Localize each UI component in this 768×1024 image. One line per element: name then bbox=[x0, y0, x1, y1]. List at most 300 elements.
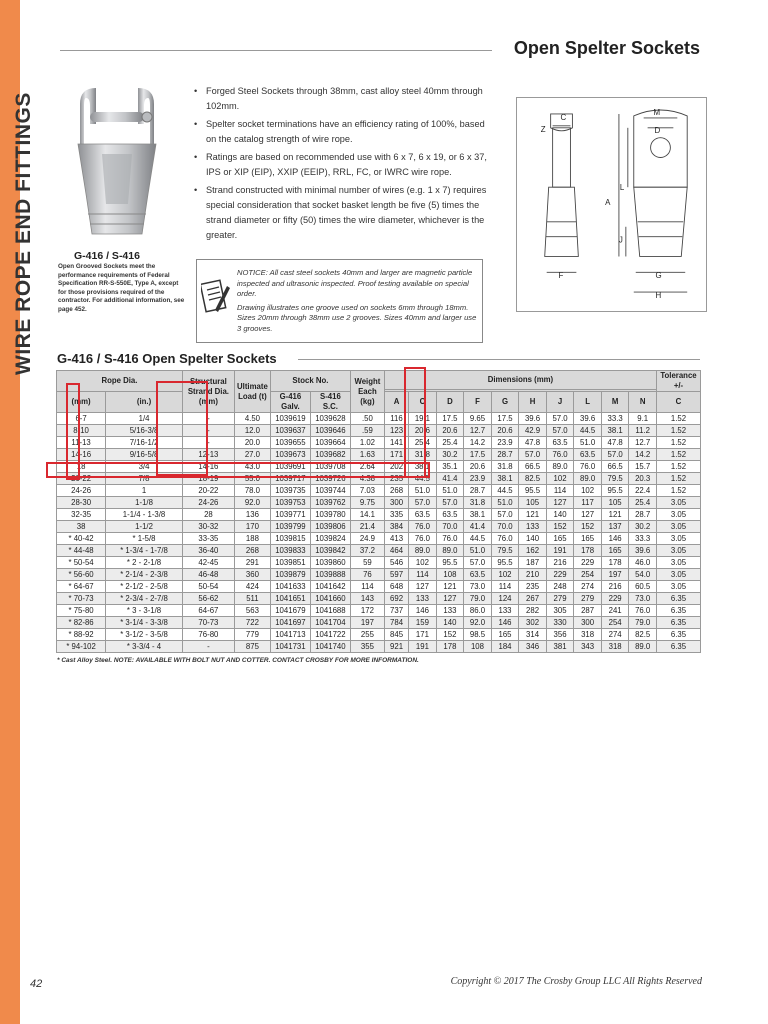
table-cell: 4.50 bbox=[234, 413, 270, 425]
table-cell: 14-16 bbox=[57, 449, 106, 461]
table-row bbox=[57, 533, 701, 545]
table-cell: 70-73 bbox=[182, 617, 234, 629]
table-cell: 57.0 bbox=[491, 509, 519, 521]
table-cell: 28 bbox=[182, 509, 234, 521]
table-cell: * 2-1/4 - 2-3/8 bbox=[106, 569, 183, 581]
table-cell: 20.6 bbox=[409, 425, 437, 437]
table-cell: 76.0 bbox=[409, 533, 437, 545]
table-cell: * 3-1/4 - 3-3/8 bbox=[106, 617, 183, 629]
table-cell: 30.2 bbox=[629, 521, 657, 533]
table-cell: 70.0 bbox=[436, 521, 464, 533]
table-cell: 1039664 bbox=[310, 437, 350, 449]
table-cell: 31.8 bbox=[464, 497, 492, 509]
table-cell: 76.0 bbox=[436, 533, 464, 545]
table-cell: 54.0 bbox=[629, 569, 657, 581]
table-cell: 1041731 bbox=[270, 641, 310, 653]
table-cell: 216 bbox=[601, 581, 629, 593]
table-cell: 121 bbox=[436, 581, 464, 593]
table-cell: 133 bbox=[436, 605, 464, 617]
table-cell: 19.1 bbox=[409, 413, 437, 425]
page-title: Open Spelter Sockets bbox=[513, 38, 700, 58]
table-cell: 76 bbox=[350, 569, 384, 581]
feature-item: • Ratings are based on recommended use with 6 x 7, 6 x 19, or 6 x 37, IPS or XIP (EIP), XXIP (EEIP), RRL, FC, or IWRC wire rope. bbox=[192, 150, 497, 180]
table-cell: 20-22 bbox=[57, 473, 106, 485]
table-cell: 191 bbox=[546, 545, 574, 557]
table-cell: 1039815 bbox=[270, 533, 310, 545]
table-cell: 1039708 bbox=[310, 461, 350, 473]
table-cell: 42-45 bbox=[182, 557, 234, 569]
table-cell: 6-7 bbox=[57, 413, 106, 425]
table-cell: 152 bbox=[436, 629, 464, 641]
table-cell: 1-1/8 bbox=[106, 497, 183, 509]
table-cell: 3.05 bbox=[657, 557, 701, 569]
header-dim-j: J bbox=[546, 392, 574, 413]
table-cell: 291 bbox=[234, 557, 270, 569]
table-cell: 314 bbox=[519, 629, 547, 641]
table-cell: 1039771 bbox=[270, 509, 310, 521]
table-cell: 41.4 bbox=[436, 473, 464, 485]
table-cell: 28.7 bbox=[629, 509, 657, 521]
table-cell: 114 bbox=[350, 581, 384, 593]
table-cell: 3.05 bbox=[657, 581, 701, 593]
table-cell: 1039682 bbox=[310, 449, 350, 461]
table-cell: 152 bbox=[574, 521, 602, 533]
table-footnote: * Cast Alloy Steel. NOTE: AVAILABLE WITH BOLT NUT AND COTTER. CONTACT CROSBY FOR MORE INFORMATION. bbox=[57, 657, 419, 664]
table-cell: 845 bbox=[384, 629, 408, 641]
table-cell: 1041688 bbox=[310, 605, 350, 617]
table-cell: 1039619 bbox=[270, 413, 310, 425]
table-cell: * 1-5/8 bbox=[106, 533, 183, 545]
table-cell: 95.5 bbox=[491, 557, 519, 569]
table-cell: 12-13 bbox=[182, 449, 234, 461]
table-cell: 1039673 bbox=[270, 449, 310, 461]
table-cell: 66.5 bbox=[519, 461, 547, 473]
table-cell: 31.8 bbox=[409, 449, 437, 461]
table-cell: 1041651 bbox=[270, 593, 310, 605]
table-cell: 121 bbox=[519, 509, 547, 521]
table-cell: * 3-3/4 - 4 bbox=[106, 641, 183, 653]
table-cell: 86.0 bbox=[464, 605, 492, 617]
table-row bbox=[57, 641, 701, 653]
table-cell: 1039628 bbox=[310, 413, 350, 425]
label-m: M bbox=[653, 107, 661, 117]
header-mm: (mm) bbox=[57, 392, 106, 413]
table-cell: 76.0 bbox=[546, 449, 574, 461]
table-cell: 35.1 bbox=[436, 461, 464, 473]
table-cell: 274 bbox=[574, 581, 602, 593]
table-cell: 5/16-3/8 bbox=[106, 425, 183, 437]
table-cell: * 40-42 bbox=[57, 533, 106, 545]
table-cell: 42.9 bbox=[519, 425, 547, 437]
table-cell: 464 bbox=[384, 545, 408, 557]
table-cell: 17.5 bbox=[436, 413, 464, 425]
header-structural-strand: Structural Strand Dia. (mm) bbox=[182, 371, 234, 413]
table-cell: 1039842 bbox=[310, 545, 350, 557]
table-cell: 102 bbox=[409, 557, 437, 569]
table-row bbox=[57, 521, 701, 533]
table-cell: 21.4 bbox=[350, 521, 384, 533]
table-cell: 255 bbox=[350, 629, 384, 641]
table-cell: * 70-73 bbox=[57, 593, 106, 605]
table-cell: 95.5 bbox=[519, 485, 547, 497]
table-cell: 216 bbox=[546, 557, 574, 569]
table-cell: 355 bbox=[350, 641, 384, 653]
feature-list bbox=[192, 84, 497, 246]
table-cell: 6.35 bbox=[657, 617, 701, 629]
table-cell: 159 bbox=[409, 617, 437, 629]
table-cell: 50-54 bbox=[182, 581, 234, 593]
table-cell: 305 bbox=[546, 605, 574, 617]
table-cell: 11-13 bbox=[57, 437, 106, 449]
table-cell: 57.0 bbox=[601, 449, 629, 461]
table-cell: 38.1 bbox=[491, 473, 519, 485]
table-cell: 22.4 bbox=[629, 485, 657, 497]
table-cell: 12.7 bbox=[629, 437, 657, 449]
table-cell: 60.5 bbox=[629, 581, 657, 593]
table-cell: 102 bbox=[546, 473, 574, 485]
table-cell: 141 bbox=[384, 437, 408, 449]
table-cell: 44.5 bbox=[464, 533, 492, 545]
table-row bbox=[57, 593, 701, 605]
table-cell: 1/4 bbox=[106, 413, 183, 425]
table-cell: 18 bbox=[57, 461, 106, 473]
label-z: Z bbox=[540, 124, 546, 134]
table-cell: 511 bbox=[234, 593, 270, 605]
table-cell: 25.4 bbox=[629, 497, 657, 509]
table-cell: 1039851 bbox=[270, 557, 310, 569]
table-cell: 105 bbox=[601, 497, 629, 509]
table-row bbox=[57, 629, 701, 641]
table-cell: 114 bbox=[546, 485, 574, 497]
table-row bbox=[57, 497, 701, 509]
table-cell: 114 bbox=[409, 569, 437, 581]
table-cell: 648 bbox=[384, 581, 408, 593]
label-h: H bbox=[655, 291, 662, 301]
table-section-title: G-416 / S-416 Open Spelter Sockets bbox=[57, 351, 277, 366]
header-weight: Weight Each (kg) bbox=[350, 371, 384, 413]
table-cell: 282 bbox=[519, 605, 547, 617]
table-cell: 1039691 bbox=[270, 461, 310, 473]
table-cell: 254 bbox=[574, 569, 602, 581]
table-cell: 171 bbox=[409, 629, 437, 641]
table-cell: 73.0 bbox=[629, 593, 657, 605]
table-cell: 133 bbox=[491, 605, 519, 617]
table-cell: 1.02 bbox=[350, 437, 384, 449]
table-cell: 8-10 bbox=[57, 425, 106, 437]
side-section-title: WIRE ROPE END FITTINGS bbox=[12, 92, 35, 375]
table-cell: 44.5 bbox=[491, 485, 519, 497]
table-cell: 546 bbox=[384, 557, 408, 569]
table-cell: 229 bbox=[601, 593, 629, 605]
table-cell: 24-26 bbox=[182, 497, 234, 509]
table-cell: 27.0 bbox=[234, 449, 270, 461]
label-l: L bbox=[619, 183, 625, 193]
table-cell: * 56-60 bbox=[57, 569, 106, 581]
table-row bbox=[57, 605, 701, 617]
label-c: C bbox=[560, 112, 567, 122]
table-cell: - bbox=[182, 437, 234, 449]
table-cell: 3/4 bbox=[106, 461, 183, 473]
table-cell: 1.52 bbox=[657, 425, 701, 437]
table-cell: 140 bbox=[519, 533, 547, 545]
table-cell: 335 bbox=[384, 509, 408, 521]
table-cell: 114 bbox=[491, 581, 519, 593]
table-cell: 59 bbox=[350, 557, 384, 569]
table-cell: 302 bbox=[519, 617, 547, 629]
table-cell: 165 bbox=[574, 533, 602, 545]
table-cell: 140 bbox=[546, 509, 574, 521]
table-cell: 57.0 bbox=[409, 497, 437, 509]
table-cell: 95.5 bbox=[601, 485, 629, 497]
table-cell: 1039806 bbox=[310, 521, 350, 533]
table-cell: 73.0 bbox=[464, 581, 492, 593]
table-cell: 229 bbox=[546, 569, 574, 581]
header-rule bbox=[60, 50, 492, 51]
table-cell: 1.52 bbox=[657, 413, 701, 425]
table-cell: 44.5 bbox=[574, 425, 602, 437]
table-cell: 79.5 bbox=[601, 473, 629, 485]
table-cell: 248 bbox=[546, 581, 574, 593]
table-cell: 2.64 bbox=[350, 461, 384, 473]
table-cell: 23.9 bbox=[464, 473, 492, 485]
table-cell: 18-19 bbox=[182, 473, 234, 485]
table-cell: 14.1 bbox=[350, 509, 384, 521]
table-cell: 47.8 bbox=[601, 437, 629, 449]
table-cell: 1039646 bbox=[310, 425, 350, 437]
table-cell: 1039799 bbox=[270, 521, 310, 533]
table-cell: 137 bbox=[601, 521, 629, 533]
table-cell: 127 bbox=[546, 497, 574, 509]
header-s416: S-416 S.C. bbox=[310, 392, 350, 413]
table-row bbox=[57, 545, 701, 557]
table-cell: 30-32 bbox=[182, 521, 234, 533]
table-cell: 51.0 bbox=[436, 485, 464, 497]
table-cell: 1041679 bbox=[270, 605, 310, 617]
table-cell: 12.7 bbox=[464, 425, 492, 437]
header-dim-d: D bbox=[436, 392, 464, 413]
table-cell: 7/16-1/2 bbox=[106, 437, 183, 449]
table-cell: 33-35 bbox=[182, 533, 234, 545]
header-tolerance-c: C bbox=[657, 392, 701, 413]
table-row bbox=[57, 569, 701, 581]
table-cell: 202 bbox=[384, 461, 408, 473]
label-j: J bbox=[618, 235, 623, 245]
table-row bbox=[57, 509, 701, 521]
table-cell: - bbox=[182, 641, 234, 653]
table-cell: 1041740 bbox=[310, 641, 350, 653]
table-cell: 597 bbox=[384, 569, 408, 581]
label-a: A bbox=[605, 197, 611, 207]
table-cell: 57.0 bbox=[546, 413, 574, 425]
table-cell: 76.0 bbox=[491, 533, 519, 545]
table-cell: 36-40 bbox=[182, 545, 234, 557]
table-cell: 51.0 bbox=[491, 497, 519, 509]
table-cell: 108 bbox=[464, 641, 492, 653]
notice-line-2: Drawing illustrates one groove used on sockets 6mm through 18mm. Sizes 20mm through 38mm use 2 grooves. Sizes 40mm and larger use 3 grooves. bbox=[237, 302, 477, 333]
table-cell: 1041713 bbox=[270, 629, 310, 641]
table-cell: 921 bbox=[384, 641, 408, 653]
table-cell: 33.3 bbox=[629, 533, 657, 545]
table-cell: 127 bbox=[436, 593, 464, 605]
label-d: D bbox=[654, 125, 661, 135]
table-cell: 17.5 bbox=[464, 449, 492, 461]
table-row bbox=[57, 557, 701, 569]
feature-item: • Strand constructed with minimal number of wires (e.g. 1 x 7) requires special consideration that socket basket length be five (5) times the strand diameter or fifty (50) times the wire diameter, whichever is the greater. bbox=[192, 183, 497, 243]
dimension-diagram bbox=[516, 97, 707, 312]
table-cell: 82.5 bbox=[629, 629, 657, 641]
table-cell: 47.8 bbox=[519, 437, 547, 449]
table-cell: 57.0 bbox=[519, 449, 547, 461]
table-cell: 108 bbox=[436, 569, 464, 581]
table-cell: 76.0 bbox=[409, 521, 437, 533]
table-cell: 184 bbox=[491, 641, 519, 653]
table-cell: * 50-54 bbox=[57, 557, 106, 569]
table-cell: 89.0 bbox=[629, 641, 657, 653]
table-cell: 105 bbox=[519, 497, 547, 509]
table-cell: 779 bbox=[234, 629, 270, 641]
table-cell: 191 bbox=[409, 641, 437, 653]
table-cell: 57.0 bbox=[546, 425, 574, 437]
header-dim-g: G bbox=[491, 392, 519, 413]
table-cell: 121 bbox=[601, 509, 629, 521]
table-cell: 89.0 bbox=[436, 545, 464, 557]
table-cell: 79.0 bbox=[464, 593, 492, 605]
table-cell: 31.8 bbox=[491, 461, 519, 473]
table-row bbox=[57, 473, 701, 485]
table-cell: 274 bbox=[601, 629, 629, 641]
table-cell: 41.4 bbox=[464, 521, 492, 533]
table-cell: 38 bbox=[57, 521, 106, 533]
table-cell: .50 bbox=[350, 413, 384, 425]
header-dim-a: A bbox=[384, 392, 408, 413]
table-row bbox=[57, 413, 701, 425]
table-cell: * 3 - 3-1/8 bbox=[106, 605, 183, 617]
table-cell: * 3-1/2 - 3-5/8 bbox=[106, 629, 183, 641]
table-cell: 165 bbox=[491, 629, 519, 641]
table-cell: 1039717 bbox=[270, 473, 310, 485]
table-cell: .59 bbox=[350, 425, 384, 437]
table-cell: * 44-48 bbox=[57, 545, 106, 557]
table-cell: 56-62 bbox=[182, 593, 234, 605]
table-cell: 14.2 bbox=[629, 449, 657, 461]
table-cell: 92.0 bbox=[234, 497, 270, 509]
table-cell: 146 bbox=[491, 617, 519, 629]
table-cell: 875 bbox=[234, 641, 270, 653]
table-cell: 38.1 bbox=[601, 425, 629, 437]
table-cell: 33.3 bbox=[601, 413, 629, 425]
table-cell: 57.0 bbox=[436, 497, 464, 509]
table-cell: 51.0 bbox=[409, 485, 437, 497]
table-cell: 89.0 bbox=[546, 461, 574, 473]
table-cell: 127 bbox=[409, 581, 437, 593]
specs-table bbox=[56, 370, 701, 653]
table-row bbox=[57, 425, 701, 437]
table-cell: 146 bbox=[409, 605, 437, 617]
table-cell: 9/16-5/8 bbox=[106, 449, 183, 461]
table-cell: 384 bbox=[384, 521, 408, 533]
table-cell: 4.38 bbox=[350, 473, 384, 485]
table-cell: * 94-102 bbox=[57, 641, 106, 653]
table-cell: 1041633 bbox=[270, 581, 310, 593]
table-cell: 63.5 bbox=[546, 437, 574, 449]
header-dim-n: N bbox=[629, 392, 657, 413]
table-cell: 89.0 bbox=[574, 473, 602, 485]
table-cell: 146 bbox=[601, 533, 629, 545]
table-cell: 44.5 bbox=[409, 473, 437, 485]
table-cell: 210 bbox=[519, 569, 547, 581]
table-cell: * 75-80 bbox=[57, 605, 106, 617]
table-cell: 23.9 bbox=[491, 437, 519, 449]
table-cell: 9.75 bbox=[350, 497, 384, 509]
table-cell: 1041722 bbox=[310, 629, 350, 641]
table-cell: 300 bbox=[384, 497, 408, 509]
table-cell: * 88-92 bbox=[57, 629, 106, 641]
table-cell: 1039824 bbox=[310, 533, 350, 545]
table-cell: 37.2 bbox=[350, 545, 384, 557]
table-cell: 12.0 bbox=[234, 425, 270, 437]
header-dim-m: M bbox=[601, 392, 629, 413]
table-cell: 20-22 bbox=[182, 485, 234, 497]
table-cell: 3.05 bbox=[657, 497, 701, 509]
table-cell: 343 bbox=[574, 641, 602, 653]
table-cell: 28.7 bbox=[464, 485, 492, 497]
table-cell: 279 bbox=[574, 593, 602, 605]
table-cell: 20.0 bbox=[234, 437, 270, 449]
table-cell: 3.05 bbox=[657, 569, 701, 581]
table-cell: 267 bbox=[519, 593, 547, 605]
table-row bbox=[57, 617, 701, 629]
table-cell: 124 bbox=[491, 593, 519, 605]
table-cell: 178 bbox=[574, 545, 602, 557]
table-cell: 3.05 bbox=[657, 509, 701, 521]
table-cell: 165 bbox=[546, 533, 574, 545]
table-cell: 24-26 bbox=[57, 485, 106, 497]
table-cell: 79.5 bbox=[491, 545, 519, 557]
table-cell: 20.6 bbox=[491, 425, 519, 437]
table-cell: - bbox=[182, 425, 234, 437]
table-cell: 51.0 bbox=[574, 437, 602, 449]
table-cell: 24.9 bbox=[350, 533, 384, 545]
header-dimensions: Dimensions (mm) bbox=[384, 371, 656, 390]
table-cell: 39.6 bbox=[519, 413, 547, 425]
table-cell: 346 bbox=[519, 641, 547, 653]
table-cell: 46-48 bbox=[182, 569, 234, 581]
table-cell: 43.0 bbox=[234, 461, 270, 473]
table-row bbox=[57, 485, 701, 497]
table-cell: 318 bbox=[574, 629, 602, 641]
table-cell: 330 bbox=[546, 617, 574, 629]
table-cell: 133 bbox=[409, 593, 437, 605]
table-cell: 7.03 bbox=[350, 485, 384, 497]
table-cell: 1-1/4 - 1-3/8 bbox=[106, 509, 183, 521]
table-cell: 300 bbox=[574, 617, 602, 629]
header-in: (in.) bbox=[106, 392, 183, 413]
header-tolerance: Tolerance +/- bbox=[657, 371, 701, 392]
table-cell: 9.1 bbox=[629, 413, 657, 425]
table-cell: 1039735 bbox=[270, 485, 310, 497]
table-cell: 17.5 bbox=[491, 413, 519, 425]
table-cell: 1.52 bbox=[657, 473, 701, 485]
table-cell: 1.52 bbox=[657, 485, 701, 497]
table-cell: 98.5 bbox=[464, 629, 492, 641]
table-cell: 143 bbox=[350, 593, 384, 605]
table-cell: * 82-86 bbox=[57, 617, 106, 629]
header-rope-dia: Rope Dia. bbox=[57, 371, 183, 392]
table-cell: 413 bbox=[384, 533, 408, 545]
table-cell: 1041642 bbox=[310, 581, 350, 593]
table-cell: 235 bbox=[519, 581, 547, 593]
table-cell: 178 bbox=[601, 557, 629, 569]
